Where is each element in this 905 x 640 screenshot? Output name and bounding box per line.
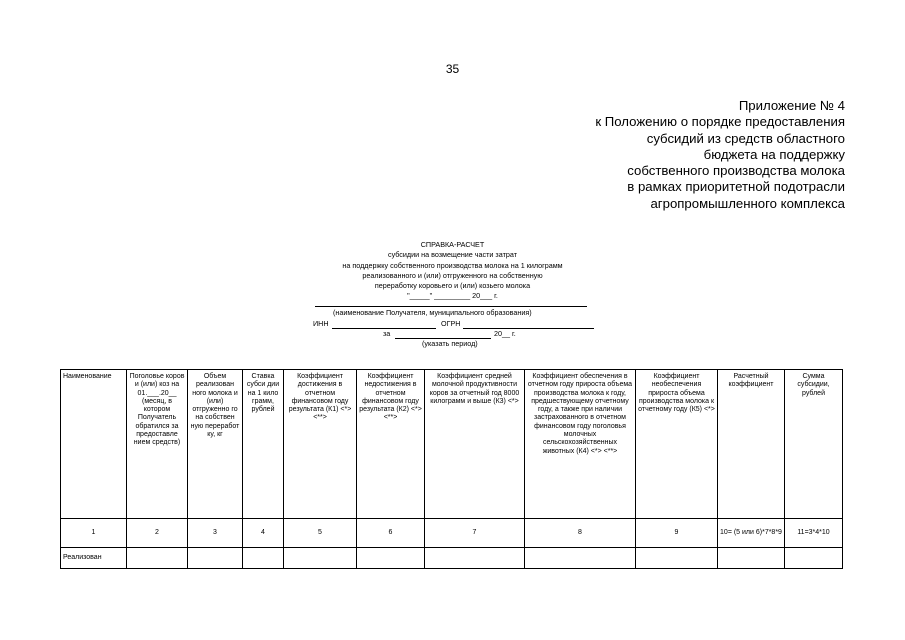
column-number-cell: 1 [61,519,127,548]
recipient-caption: (наименование Получателя, муниципального образования) [333,308,532,317]
appendix-line: к Положению о порядке предоставления [595,114,845,130]
input-cell[interactable] [785,548,843,569]
header-cell: Ставка субси дии на 1 кило грамм, рублей [243,370,284,519]
header-cell: Коэффициент обеспечения в отчетном году прироста объема производства молока к году, предшествующему отчетному году, а также при наличии застрахованного в отчетном финансовом году поголовья молочных сельскохозяйственных животных (К4) <*> <**> [525,370,636,519]
form-title [0,240,905,302]
input-cell[interactable] [636,548,718,569]
header-cell: Расчетный коэффициент [718,370,785,519]
column-number-cell: 7 [425,519,525,548]
column-number-cell: 8 [525,519,636,548]
column-number-cell: 11=3*4*10 [785,519,843,548]
column-number-cell: 10= (5 или 6)*7*8*9 [718,519,785,548]
appendix-line: бюджета на поддержку [703,146,845,162]
appendix-line: собственного производства молока [627,163,845,179]
ogrn-field[interactable] [463,328,594,329]
input-cell[interactable] [284,548,357,569]
inn-label: ИНН [313,319,329,328]
period-suffix: 20__ г. [494,329,516,338]
header-cell: Коэффициент недостижения в отчетном финансовом году результата (К2) <*> <**> [357,370,425,519]
column-number-row [61,519,843,548]
form-title-line: "_____" _________ 20___ г. [407,291,498,301]
appendix-line: в рамках приоритетной подотрасли [627,179,845,195]
column-number-cell: 4 [243,519,284,548]
header-cell: Коэффициент достижения в отчетном финансовом году результата (К1) <*> <**> [284,370,357,519]
input-cell[interactable] [357,548,425,569]
subsidy-calculation-table [60,369,843,569]
input-cell[interactable] [525,548,636,569]
input-cell[interactable] [127,548,188,569]
header-cell: Коэффициент необеспечения прироста объема производства молока к отчетному году (К5) <*> [636,370,718,519]
ogrn-label: ОГРН [441,319,461,328]
form-title-line: субсидии на возмещение части затрат [388,250,517,260]
header-cell: Сумма субсидии, рублей [785,370,843,519]
appendix-line: агропромышленного комплекса [650,195,845,211]
column-number-cell: 5 [284,519,357,548]
column-number-cell: 2 [127,519,188,548]
input-cell[interactable] [243,548,284,569]
page-number: 35 [445,62,460,76]
input-cell[interactable] [425,548,525,569]
period-caption: (указать период) [422,339,478,348]
input-cell[interactable] [718,548,785,569]
table-row [61,548,843,569]
header-cell: Коэффициент средней молочной продуктивности коров за отчетный год 8000 килограмм и выше (К3) <*> [425,370,525,519]
header-cell: Поголовье коров и (или) коз на 01.___.20__ (месяц, в котором Получатель обратился за предоставле нием средств) [127,370,188,519]
column-number-cell: 9 [636,519,718,548]
input-cell[interactable] [188,548,243,569]
form-title-line: реализованного и (или) отгруженного на собственную [362,270,543,280]
appendix-reference [595,98,845,212]
form-title-line: СПРАВКА-РАСЧЕТ [420,240,485,249]
form-title-line: переработку коровьего и (или) козьего молока [374,281,531,291]
form-title-line: на поддержку собственного производства молока на 1 килограмм [342,260,563,270]
header-cell: Объем реализован ного молока и (или) отгруженно го на собствен ную переработ ку, кг [188,370,243,519]
header-cell: Наименование [61,370,127,519]
appendix-line: Приложение № 4 [738,98,845,113]
column-number-cell: 6 [357,519,425,548]
table-header-row [61,370,843,519]
row-label-cell: Реализован [61,548,127,569]
column-number-cell: 3 [188,519,243,548]
period-prefix: за [383,329,391,338]
appendix-line: субсидий из средств областного [646,130,845,146]
recipient-name-line[interactable] [315,306,587,307]
